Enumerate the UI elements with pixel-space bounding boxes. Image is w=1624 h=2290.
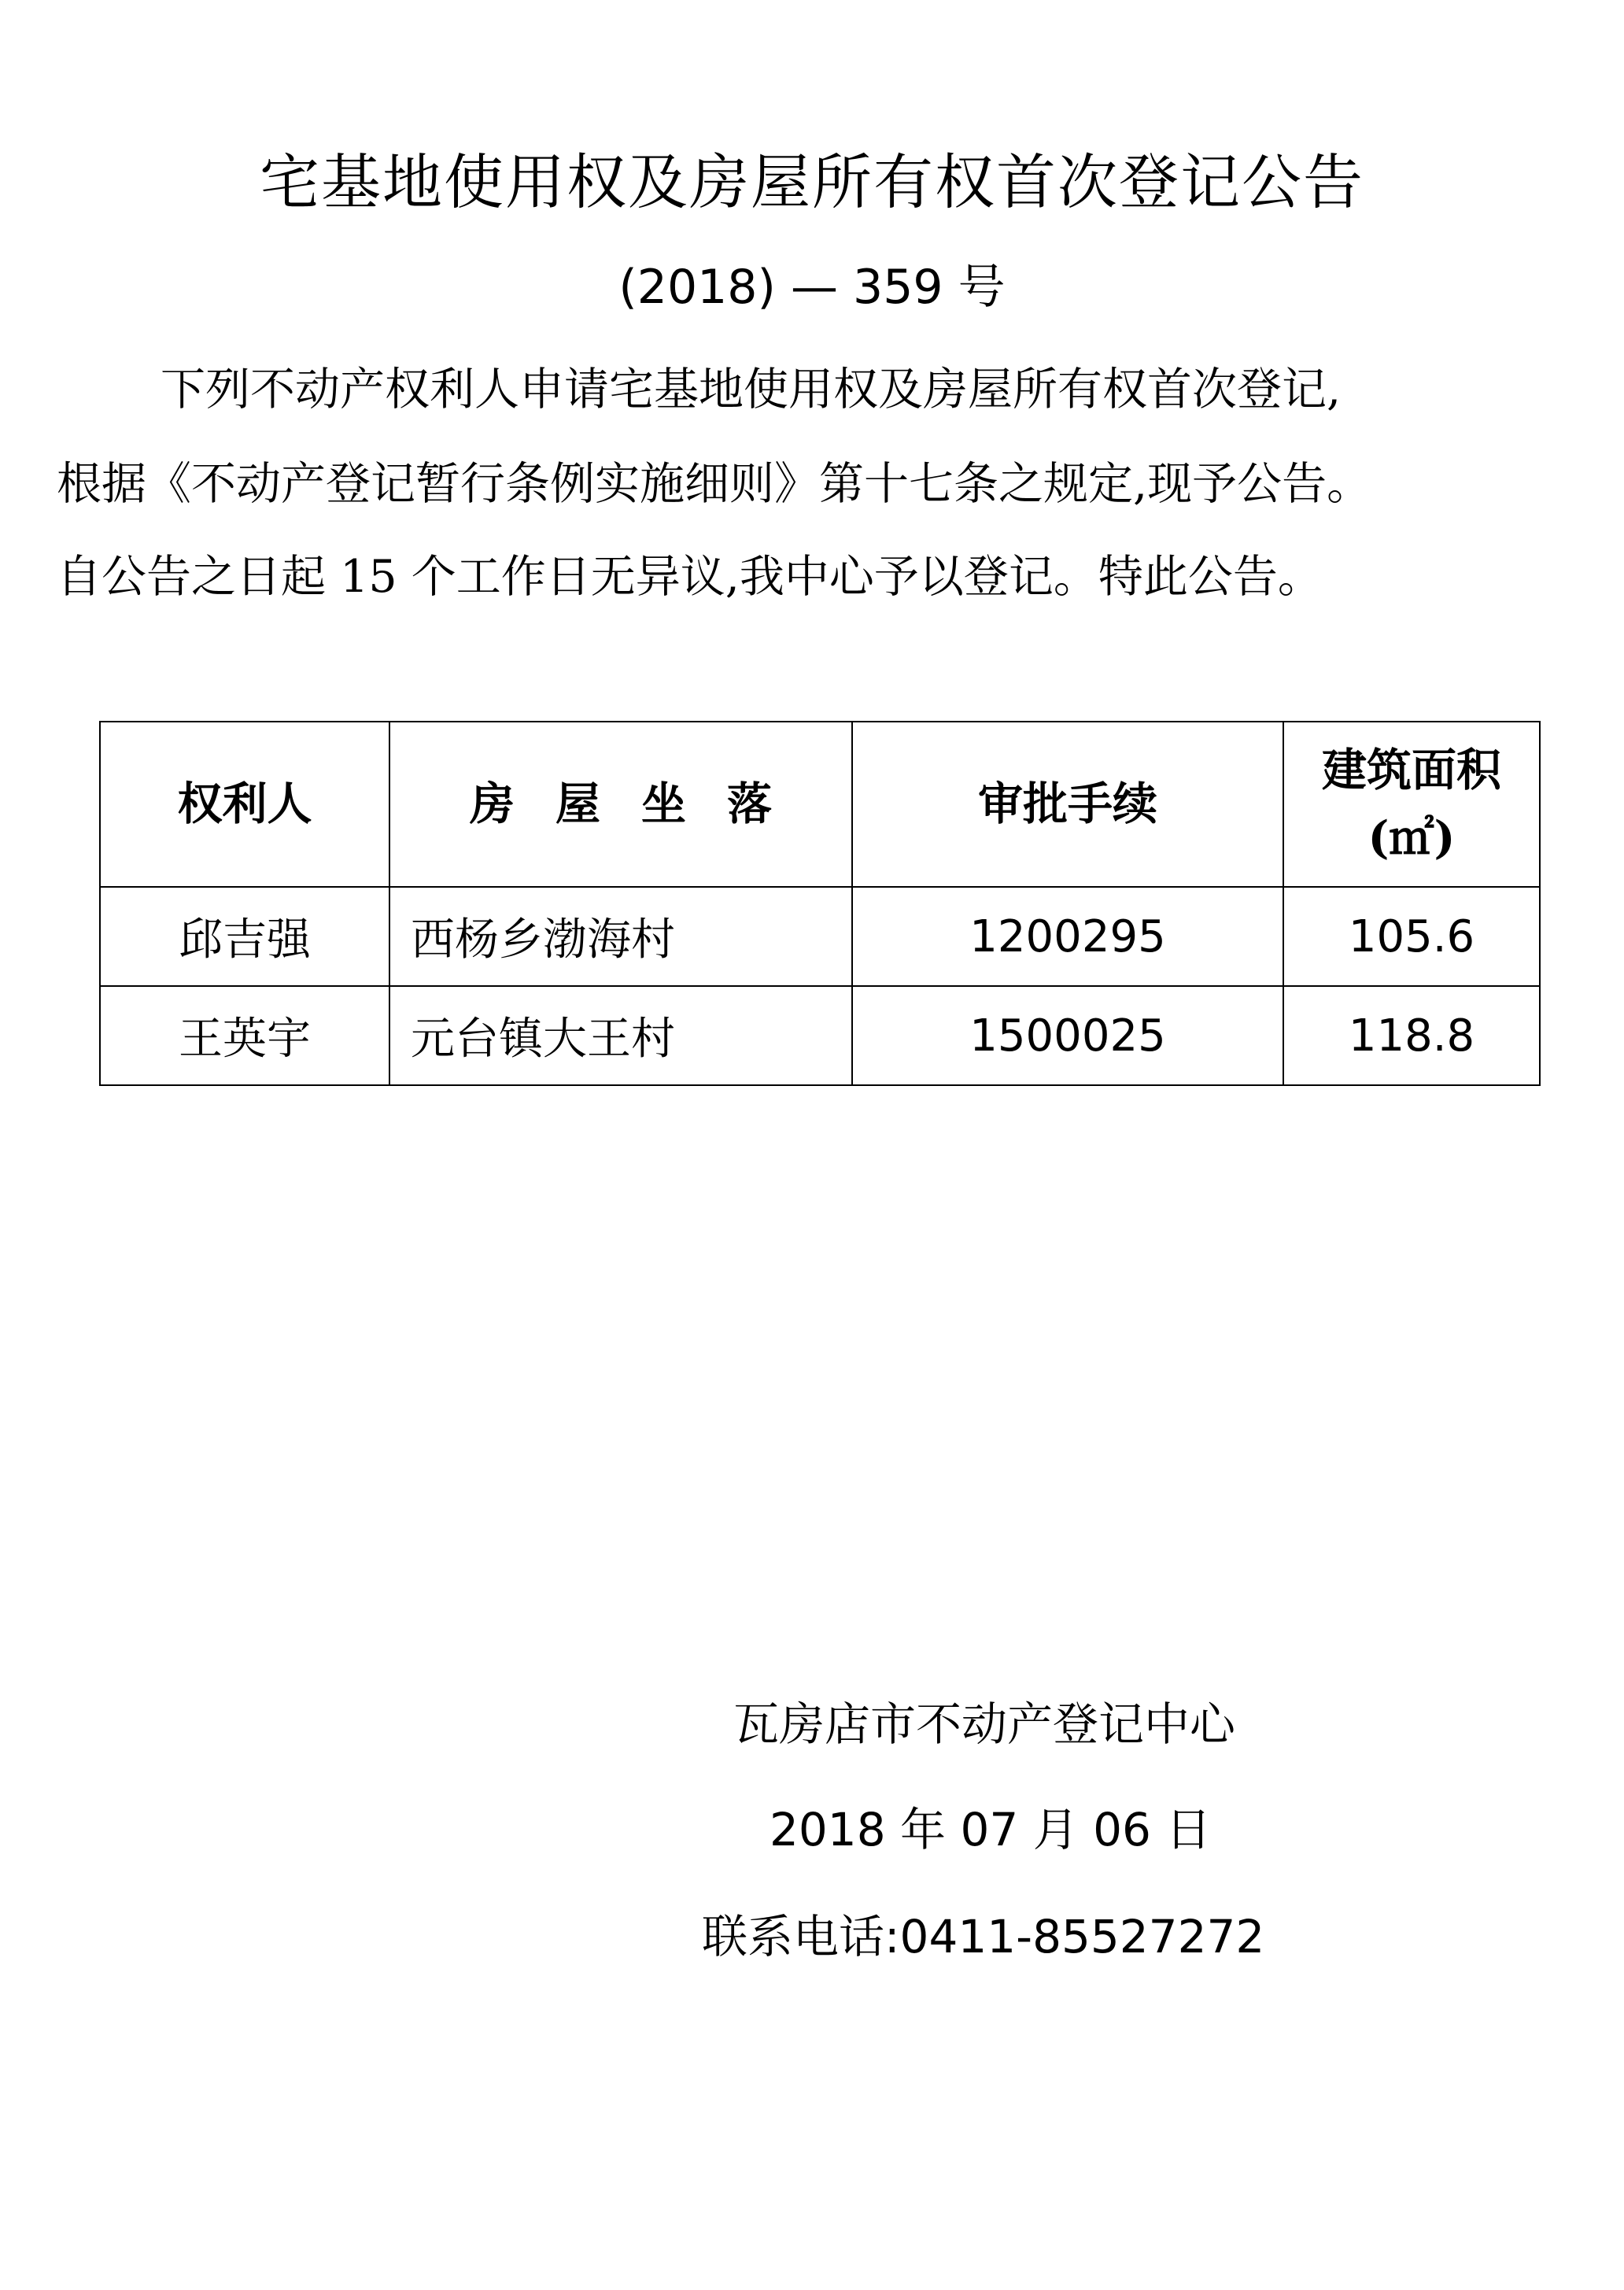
registration-table <box>99 721 1541 1086</box>
issuing-office: 瓦房店市不动产登记中心 <box>733 1697 1236 1751</box>
header-approval: 审批手续 <box>852 722 1283 887</box>
header-area-label: 建筑面积 <box>1322 744 1501 796</box>
cell-approval: 1200295 <box>852 887 1283 986</box>
table-header-row <box>100 722 1540 887</box>
table-row <box>100 986 1540 1085</box>
cell-location: 西杨乡渤海村 <box>389 887 852 986</box>
cell-owner: 王英宇 <box>100 986 389 1085</box>
contact-phone: 联系电话:0411-85527272 <box>702 1910 1265 1963</box>
header-owner: 权利人 <box>100 722 389 887</box>
cell-area: 105.6 <box>1283 887 1540 986</box>
header-location <box>389 722 852 887</box>
header-area <box>1283 722 1540 887</box>
notice-body-line-1: 下列不动产权利人申请宅基地使用权及房屋所有权首次登记, <box>161 364 1342 416</box>
document-number: (2018) — 359 号 <box>618 260 1006 315</box>
header-area-unit: (㎡) <box>1367 811 1456 864</box>
notice-body-line-2: 根据《不动产登记暂行条例实施细则》第十七条之规定,现予公告。 <box>57 458 1372 510</box>
notice-body-line-3: 自公告之日起 15 个工作日无异议,我中心予以登记。特此公告。 <box>57 551 1323 603</box>
cell-location: 元台镇大王村 <box>389 986 852 1085</box>
issue-date: 2018 年 07 月 06 日 <box>770 1803 1212 1856</box>
header-location-label: 房屋坐落 <box>470 777 813 830</box>
table-row <box>100 887 1540 986</box>
cell-owner: 邱吉强 <box>100 887 389 986</box>
notice-title: 宅基地使用权及房屋所有权首次登记公告 <box>260 147 1364 217</box>
cell-approval: 1500025 <box>852 986 1283 1085</box>
cell-area: 118.8 <box>1283 986 1540 1085</box>
